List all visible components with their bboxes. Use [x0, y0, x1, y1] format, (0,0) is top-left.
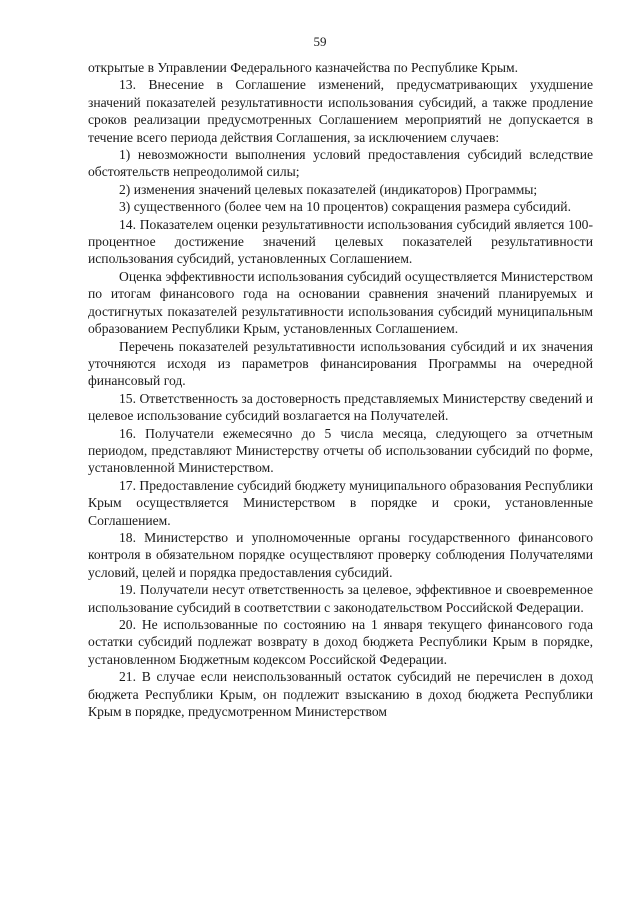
- paragraph-19: 19. Получатели несут ответственность за целевое, эффективное и своевременное использование субсидий в соответствии с законодательством Российской Федерации.: [88, 582, 593, 615]
- paragraph-13-item-2: 2) изменения значений целевых показателей (индикаторов) Программы;: [119, 181, 538, 197]
- paragraph-15: 15. Ответственность за достоверность представляемых Министерству сведений и целевое использование субсидий возлагается на Получателей.: [88, 390, 593, 424]
- paragraph-17: 17. Предоставление субсидий бюджету муниципального образования Республики Крым осуществляется Министерством в порядке и сроки, установленные Соглашением.: [88, 477, 593, 528]
- page-number: 59: [313, 34, 327, 49]
- paragraph-21: 21. В случае если неиспользованный остаток субсидий не перечислен в доход бюджета Республики Крым, он подлежит взысканию в доход бюджета Республики Крым в порядке, предусмотренном Министерством: [88, 669, 593, 720]
- paragraph-14-indicators-list: Перечень показателей результативности использования субсидий и их значения уточняются исходя из параметров финансирования Программы на очередной финансовый год.: [88, 338, 593, 389]
- paragraph-16: 16. Получатели ежемесячно до 5 числа месяца, следующего за отчетным периодом, представляют Министерству отчеты об использовании субсидий по форме, установленной Министерством.: [88, 425, 593, 476]
- paragraph-13-item-3: 3) существенного (более чем на 10 процентов) сокращения размера субсидий.: [119, 199, 571, 215]
- paragraph-20: 20. Не использованные по состоянию на 1 января текущего финансового года остатки субсидий подлежат возврату в доход бюджета Республики Крым в порядке, установленном Бюджетным кодексом Российской Федерации.: [88, 617, 593, 667]
- paragraph-continuation: открытые в Управлении Федерального казначейства по Республике Крым.: [88, 60, 519, 75]
- paragraph-13-item-1: 1) невозможности выполнения условий предоставления субсидий вследствие обстоятельств непреодолимой силы;: [88, 147, 593, 180]
- paragraph-14-evaluation: Оценка эффективности использования субсидий осуществляется Министерством по итогам финансового года на основании сравнения значений планируемых и достигнутых показателей результативности использования субсидий муниципальным образованием Республики Крым, установленных Соглашением.: [88, 268, 593, 337]
- paragraph-13: 13. Внесение в Соглашение изменений, предусматривающих ухудшение значений показателей результативности использования субсидий, а также продление сроков реализации предусмотренных Соглашением мероприятий не допускается в течение всего периода действия Соглашения, за исключением случаев:: [88, 77, 593, 145]
- document-body: [88, 59, 593, 720]
- paragraph-14: 14. Показателем оценки результативности использования субсидий является 100-процентное достижение значений целевых показателей результативности использования субсидий, установленных Соглашением.: [88, 216, 593, 267]
- paragraph-18: 18. Министерство и уполномоченные органы государственного финансового контроля в обязательном порядке осуществляют проверку соблюдения Получателями условий, целей и порядка предоставления субсидий.: [88, 529, 593, 580]
